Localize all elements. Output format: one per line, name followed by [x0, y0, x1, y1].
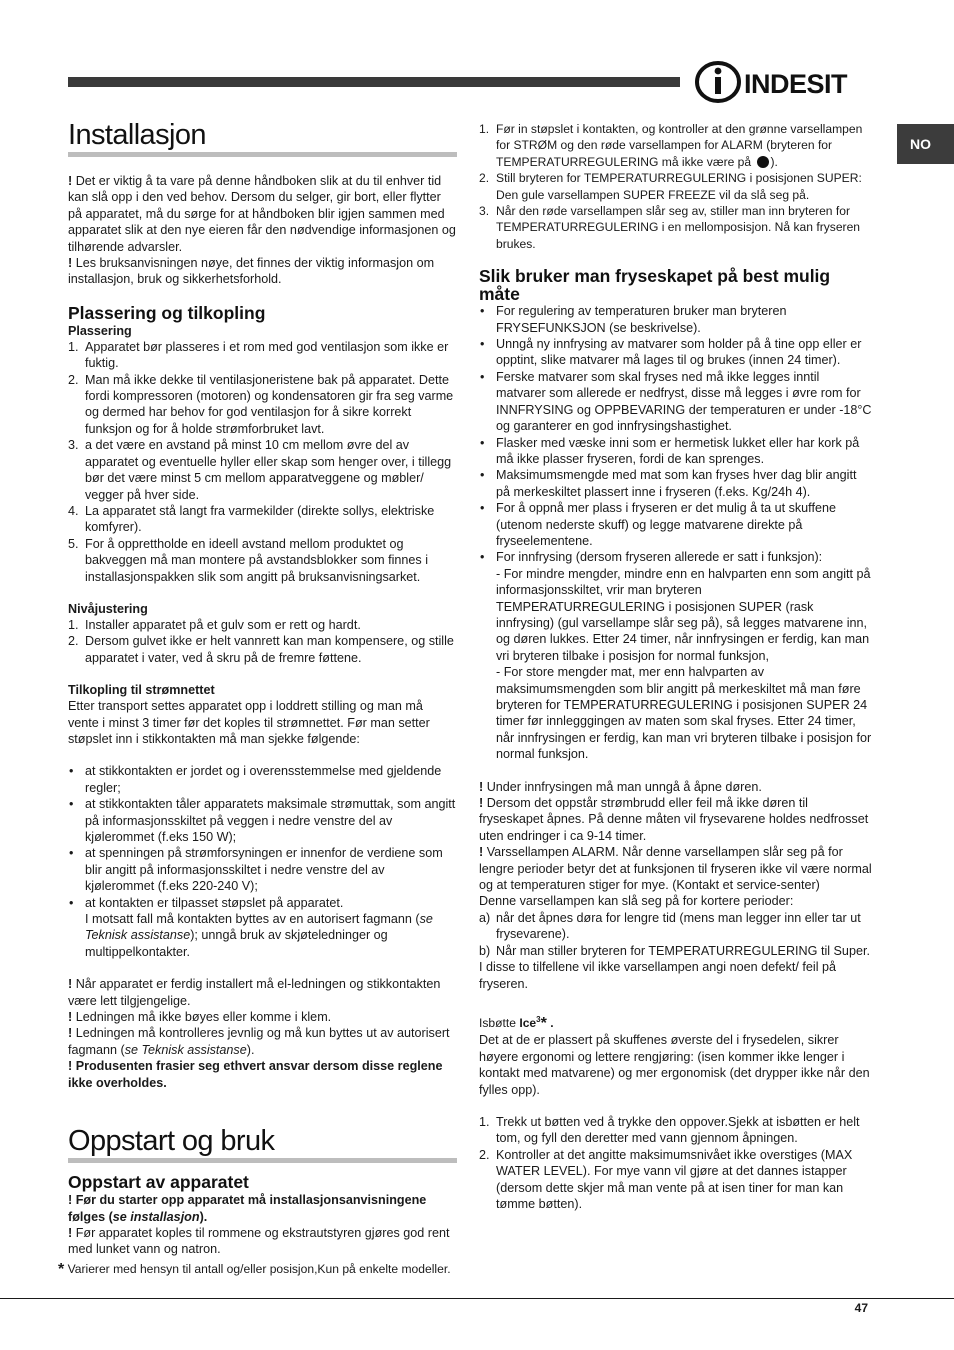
intro-text-1: Det er viktig å ta vare på denne håndboken slik at du til enhver tid kan slå opp i den ved behov. Dersom du selger, gir bort, eller flytter på apparatet, må du sørge for at håndboken blir igjen sammen med apparatet slik at den nye eieren får den nødvendige informasjonen og tilhørende advarsler. [68, 174, 456, 254]
list-item: • For å oppnå mer plass i fryseren er det mulig å ta ut skuffene (utenom nederste skuff) og legge matvarene direkte på fryseelementene. [480, 501, 836, 548]
startup-steps [479, 121, 872, 252]
list-item: • at kontakten er tilpasset støpslet på apparatet. I motsatt fall må kontakten byttes av en autorisert fagmann (se Teknisk assistanse); unngå bruk av skjøteledninger og multippelkontakter. [69, 895, 433, 959]
best-use-heading: Slik bruker man fryseskapet på best mulig måte [479, 266, 831, 305]
best-use-list [479, 303, 872, 762]
plassering-subheading: Plassering [68, 323, 132, 338]
right-column [479, 121, 872, 1212]
left-column [68, 118, 457, 1258]
oppstart-title: Oppstart og bruk [68, 1125, 275, 1158]
list-item: 1. Trekk ut bøtten ved å trykke den oppover.Sjekk at isbøtten er helt tom, og fyll den deretter med vann gjennom åpningen. [479, 1114, 860, 1146]
list-item: 3. a det være en avstand på minst 10 cm mellom øvre del av apparatet og eventuelle hyller eller skap som henger over, i tillegg bør det være minst 5 cm mellom apparatveggene og møbler/ vegger på hver side. [68, 438, 452, 502]
warning-3: ! Ledningen må kontrolleres jevnlig og må kun byttes ut av autorisert fagmann (se Teknisk assistanse). [68, 1026, 450, 1057]
list-item: a) når det åpnes døra for lengre tid (mens man legger inn eller tar ut frysevarene). [479, 910, 861, 942]
list-item: 1. Apparatet bør plasseres i et rom med god ventilasjon som ikke er fuktig. [68, 339, 449, 371]
periods-outro: I disse to tilfellene vil ikke varsellampen angi noen defekt/ feil på fryseren. [479, 960, 837, 991]
list-item: 2. Man må ikke dekke til ventilasjoneristene bak på apparatet. Dette fordi kompressoren (motoren) og kondensatoren gir fra seg varme og dermed har behov for god ventilasjon for å sikre korrekt funksjon og for å holde strømforbruket lavt. [68, 372, 454, 436]
list-item: 2. Dersom gulvet ikke er helt vannrett kan man kompensere, og stille apparatet i vater, ved å skru på de fremre føttene. [68, 634, 454, 665]
warning-2: ! Ledningen må ikke bøyes eller komme i klem. [68, 1010, 332, 1025]
periods-list [479, 910, 872, 959]
freeze-warning-1: ! Under innfrysingen må man unngå å åpne døren. [479, 779, 762, 794]
niva-list [68, 617, 457, 666]
list-item: • Flasker med væske inni som er hermetisk lukket eller har kork på må ikke plasser fryseren, fordi de kan sprenges. [480, 435, 860, 466]
plassering-list [68, 339, 457, 585]
list-item: b) Når man stiller bryteren for TEMPERATURREGULERING til Super. [479, 943, 870, 958]
freeze-warning-3: ! Varssellampen ALARM. Når denne varsellampen slår seg på for lengre perioder betyr det at funksjonen til fryseren ikke vil være normal og at temperaturen stiger for mye. (Kontakt et service-senter) [479, 845, 872, 893]
warning-mark: ! [68, 174, 73, 188]
list-item: 4. La apparatet stå langt fra varmekilder (direkte sollys, elektriske komfyrer). [68, 503, 435, 535]
title-rule [68, 152, 457, 157]
header-rule [68, 77, 680, 87]
list-item: 1. Installer apparatet på et gulv som er rett og hardt. [68, 617, 361, 632]
brand-text: INDESIT [744, 69, 848, 99]
indesit-logo [694, 60, 869, 104]
oppstart-note-2: ! Før apparatet koples til rommene og ekstrautstyren gjøres god rent med lunket vann og natron. [68, 1225, 450, 1257]
footer-rule [0, 1298, 954, 1299]
list-item: 5. For å opprettholde en ideell avstand mellom produktet og bakveggen må man montere på avstandsblokker som finnes i installasjonspakken slik som angitt på bruksanvisningsarket. [68, 536, 429, 584]
ice-bucket-description: Det at de er plassert på skuffenes øverste del i frysedelen, sikrer høyere ergonomi og lettere rengjøring: (isen kommer ikke lenger i kontakt med matvarene) og mer ergonomisk (det drypper ikke når den fylles opp). [479, 1033, 870, 1097]
intro-text-2: Les bruksanvisningen nøye, det finnes der viktig informasjon om installasjon, bruk og sikkerhetsforhold. [68, 256, 435, 287]
warning-4: ! Produsenten frasier seg ethvert ansvar dersom disse reglene ikke overholdes. [68, 1059, 443, 1090]
list-item: • Maksimumsmengde med mat som kan fryses hver dag blir angitt på merkeskiltet plassert inne i fryseren (f.eks. Kg/24h 4). [480, 468, 857, 499]
list-item: • For regulering av temperaturen bruker man bryteren FRYSEFUNKSJON (se beskrivelse). [480, 304, 787, 335]
ice-steps [479, 1114, 872, 1212]
list-item: 2. Kontroller at det angitte maksimumsnivået ikke overstiges (MAX WATER LEVEL). For mye vann vil gjøre at det dannes istapper (dersom dette skjer må man vente på at isen tiner for man kan tømme bøtten). [479, 1147, 853, 1211]
intro-paragraph-1 [68, 173, 457, 255]
periods-intro: Denne varsellampen kan slå seg på for kortere perioder: [479, 894, 794, 909]
list-item: • Unngå ny innfrysing av matvarer som holder på å tine opp eller er opptint, slike matvarer må lages til og brukes (innen 24 timer). [480, 337, 862, 368]
ice-bucket-label: Isbøtte Ice$^3$* . [479, 1014, 554, 1032]
list-item: 1. Før in støpslet i kontakten, og kontroller at den grønne varsellampen for STRØM og den røde varsellampen for ALARM (bryteren for TEMPERATURREGULERING må ikke være på ). [479, 122, 863, 169]
tilkopling-intro: Etter transport settes apparatet opp i loddrett stilling og man må vente i minst 3 timer før det koples til strømnettet. Før man setter støpslet inn i stikkontakten må man sjekke følgende: [68, 699, 430, 746]
list-item: • at spenningen på strømforsyningen er innenfor de verdiene som blir angitt på informasjonsskiltet i nedre venstre del av kjølerommet (f.eks 220-240 V); [69, 846, 443, 894]
list-item: • at stikkontakten er jordet og i overensstemmelse med gjeldende regler; [69, 764, 442, 795]
list-item: • Ferske matvarer som skal fryses ned må ikke legges inntil matvarer som allerede er nedfryst, disse må legges i øvre rom for INNFRYSING og OPPBEVARING der temperaturen er under -18°C og garanterer en god innfrysingshastighet. [480, 369, 872, 434]
footnote: * Varierer med hensyn til antall og/eller posisjon,Kun på enkelte modeller. [58, 1261, 451, 1278]
language-tab: NO [897, 124, 954, 164]
warning-1: ! Når apparatet er ferdig installert må el-ledningen og stikkontakten være lett tilgjengelige. [68, 977, 441, 1008]
page-number: 47 [854, 1301, 868, 1315]
warning-mark: ! [68, 256, 73, 271]
list-item: • For innfrysing (dersom fryseren allerede er satt i funksjon): - For mindre mengder, mindre enn en halvparten enn som angitt på informasjonsskiltet, vrir man bryteren TEMPERATURREGULERING i posisjonen SUPER (rask innfrysing) (gul varsellampe slår seg på), så legges matvarene inn, og døren lukkes. Etter 24 timer, når innfrysingen er ferdig, kan man vri bryteren tilbake i posisjon for normal funksjon, - For store mengder mat, mer enn halvparten av maksimumsmengden som blir angitt på merkeskiltet må man føre bryteren for TEMPERATURREGULERING i posisjonen SUPER 24 timer før innlegggingen av maten som skal fryses. Etter 24 timer, når innfrysingen er ferdig, kan man vri bryteren tilbake i posisjon for normal funksjon. [480, 550, 872, 762]
niva-heading: Nivåjustering [68, 601, 148, 616]
intro-paragraph-2 [68, 255, 457, 288]
asterisk-mark: * [58, 1261, 65, 1278]
list-item: 2. Still bryteren for TEMPERATURREGULERING i posisjonen SUPER: Den gule varsellampen SUPER FREEZE vil da slå seg på. [479, 171, 862, 202]
tilkopling-list [68, 763, 457, 960]
installasjon-title: Installasjon [68, 119, 206, 151]
list-item: 3. Når den røde varsellampen slår seg av, stiller man inn bryteren for TEMPERATURREGULERING i en mellomposisjon. Nå kan fryseren brukes. [479, 204, 861, 251]
freeze-warning-2: ! Dersom det oppstår strømbrudd eller feil må ikke døren til fryseskapet åpnes. På denne måten vil frysevarene holdes nedfrosset uten endringer i ca 9-14 timer. [479, 796, 869, 843]
plassering-heading: Plassering og tilkopling [68, 302, 266, 323]
oppstart-bold-note: ! Før du starter opp apparatet må installasjonsanvisningene følges (se installasjon). [68, 1193, 427, 1224]
oppstart-apparatet-heading: Oppstart av apparatet [68, 1172, 249, 1193]
title-rule [68, 1158, 457, 1163]
list-item: • at stikkontakten tåler apparatets maksimale strømuttak, som angitt på informasjonsskiltet på veggen i nedre venstre del av kjølerommet (f.eks 150 W); [69, 797, 456, 844]
tilkopling-heading: Tilkopling til strømnettet [68, 683, 215, 698]
knob-off-icon [757, 156, 769, 168]
